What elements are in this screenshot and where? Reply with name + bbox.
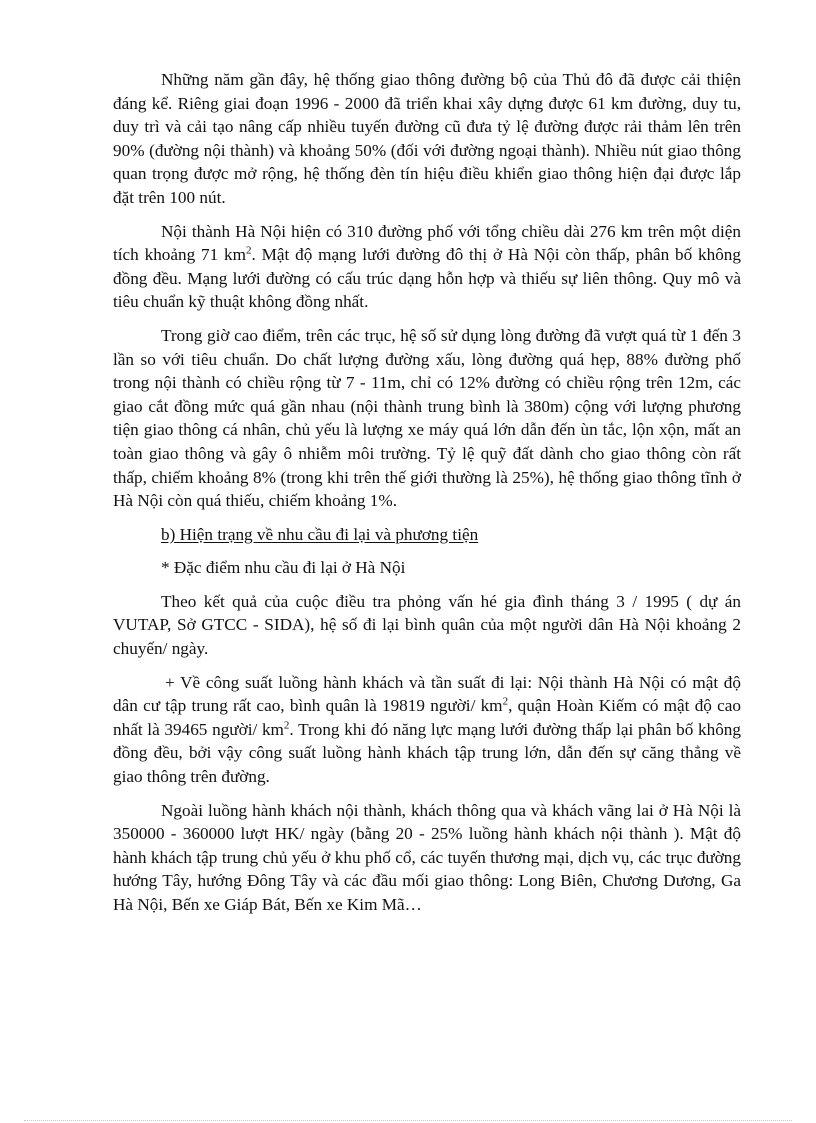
paragraph-road-improvements: Những năm gần đây, hệ thống giao thông đường bộ của Thủ đô đã được cải thiện đáng kể. Riêng giai đoạn 1996 - 2000 đã triển khai xây dựng được 61 km đường, duy tu, duy trì và cải tạo nâng cấp nhiều tuyến đường cũ đưa tỷ lệ đường được rải thảm lên trên 90% (đường nội thành) và khoảng 50% (đối với đường ngoại thành). Nhiều nút giao thông quan trọng được mở rộng, hệ thống đèn tín hiệu điều khiển giao thông hiện đại được lắp đặt trên 100 nút.: [113, 70, 741, 207]
paragraph-passenger-capacity-text-a: + Về công suất luồng hành khách và tần suất đi lại: Nội thành Hà Nội có mật độ dân cư tập trung rất cao, bình quân là 19819 người/ km: [113, 672, 741, 716]
paragraph-household-survey: Theo kết quả của cuộc điều tra phỏng vấn hé gia đình tháng 3 / 1995 ( dự án VUTAP, Sở GTCC - SIDA), hệ số đi lại bình quân của một người dân Hà Nội khoảng 2 chuyến/ ngày.: [113, 591, 741, 659]
superscript-density-unit-2: 2: [283, 719, 290, 732]
paragraph-passenger-capacity-text-c: . Trong khi đó năng lực mạng lưới đường thấp lại phân bố không đồng đều, bởi vậy công suất luồng hành khách tập trung lớn, dẫn đến sự căng thẳng về giao thông trên đường.: [113, 719, 741, 787]
superscript-area-unit: 2: [246, 244, 252, 257]
section-heading-travel-demand: b) Hiện trạng về nhu cầu đi lại và phương tiện: [161, 524, 479, 544]
page-bottom-dotted-rule: [24, 1120, 792, 1121]
paragraph-passenger-capacity: [113, 671, 741, 789]
paragraph-street-network-text-a: Nội thành Hà Nội hiện có 310 đường phố với tổng chiều dài 276 km trên một diện tích khoảng 71 km: [113, 221, 741, 265]
superscript-density-unit-1: 2: [502, 695, 509, 708]
subheading-travel-characteristics: * Đặc điểm nhu cầu đi lại ở Hà Nội: [161, 558, 406, 578]
paragraph-passenger-capacity-text-b: , quận Hoàn Kiếm có mật độ cao nhất là 39465 người/ km: [113, 696, 741, 739]
document-body: [113, 68, 741, 927]
paragraph-street-network: [113, 220, 741, 314]
paragraph-transit-passengers: Ngoài luồng hành khách nội thành, khách thông qua và khách vãng lai ở Hà Nội là 350000 - 360000 lượt HK/ ngày (bằng 20 - 25% luồng hành khách nội thành ). Mật độ hành khách tập trung chủ yếu ở khu phố cổ, các tuyến thương mại, dịch vụ, các trục đường hướng Tây, hướng Đông Tây và các đầu mối giao thông: Long Biên, Chương Dương, Ga Hà Nội, Bến xe Giáp Bát, Bến xe Kim Mã…: [113, 800, 741, 914]
paragraph-peak-hours: Trong giờ cao điểm, trên các trục, hệ số sử dụng lòng đường đã vượt quá từ 1 đến 3 lần so với tiêu chuẩn. Do chất lượng đường xấu, lòng đường quá hẹp, 88% đường phố trong nội thành có chiều rộng từ 7 - 11m, chỉ có 12% đường có chiều rộng trên 12m, các giao cắt đồng mức quá gần nhau (nội thành trung bình là 380m) cộng với lượng phương tiện giao thông cá nhân, chủ yếu là lượng xe máy quá lớn dẫn đến ùn tắc, lộn xộn, mất an toàn giao thông và gây ô nhiễm môi trường. Tỷ lệ quỹ đất dành cho giao thông còn rất thấp, chiếm khoảng 8% (trong khi trên thế giới thường là 25%), hệ thống giao thông tĩnh ở Hà Nội còn quá thiếu, chiếm khoảng 1%.: [113, 325, 741, 511]
paragraph-street-network-text-b: . Mật độ mạng lưới đường đô thị ở Hà Nội còn thấp, phân bố không đồng đều. Mạng lưới đường có cấu trúc dạng hỗn hợp và thiếu sự liên thông. Quy mô và tiêu chuẩn kỹ thuật không đồng nhất.: [113, 245, 741, 312]
